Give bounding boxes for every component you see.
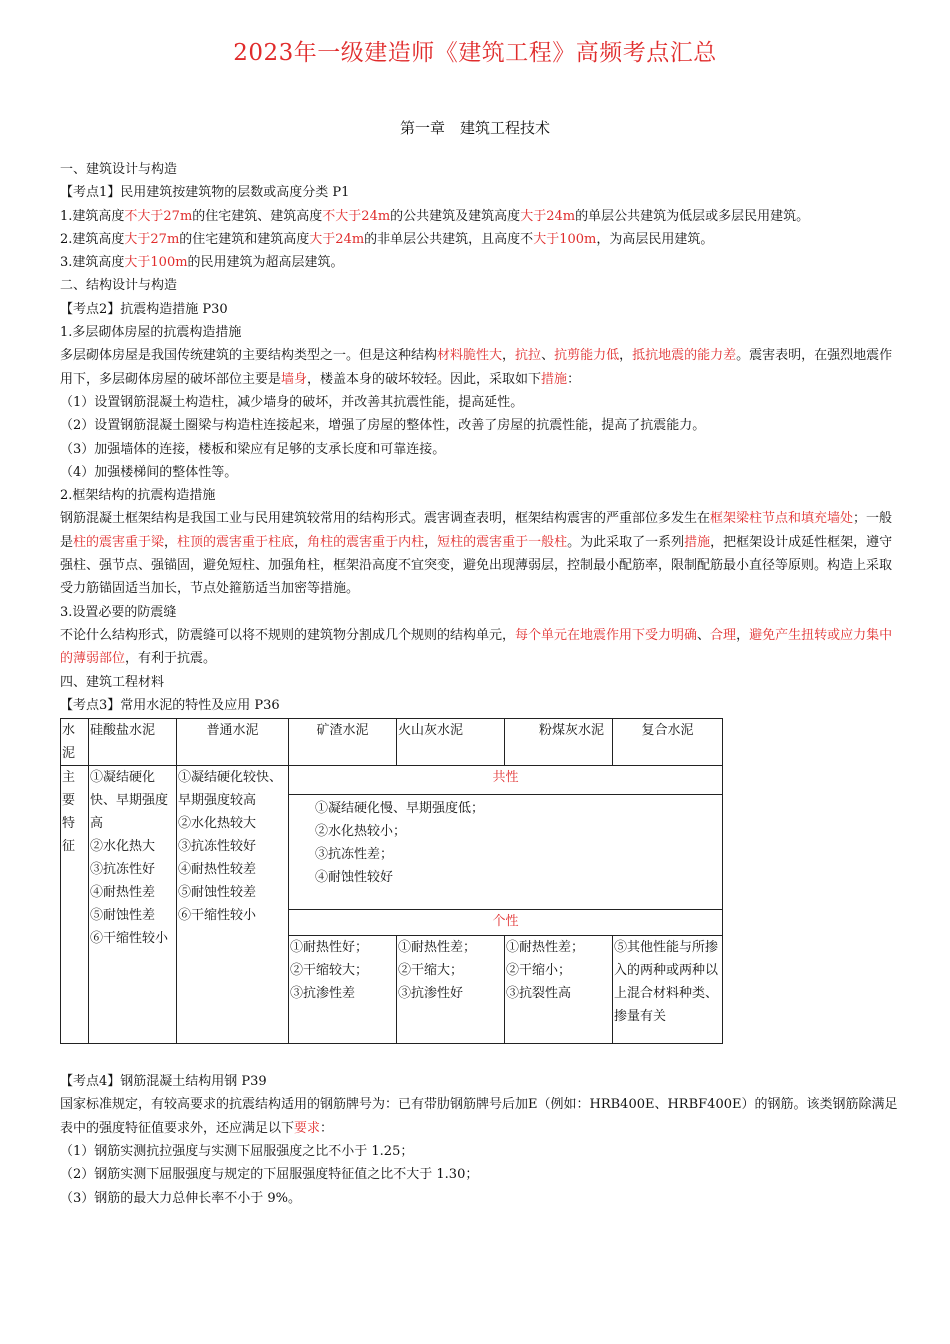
chapter-title: 第一章 建筑工程技术 [399,119,550,137]
paragraph: 3.建筑高度大于100m的民用建筑为超高层建筑。 [60,255,344,271]
cement-table [60,718,723,1044]
table-header-cell: 复合水泥 [613,719,723,766]
table-header-cell: 硅酸盐水泥 [89,719,177,766]
section-heading: 四、建筑工程材料 [60,674,165,690]
document-title: 2023年一级建造师《建筑工程》高频考点汇总 [233,40,717,66]
row-label-cell: 主要特征 [61,766,89,1044]
subheading: 2.框架结构的抗震构造措施 [60,488,216,504]
table-row [61,766,723,795]
paragraph: 多层砌体房屋是我国传统建筑的主要结构类型之一。但是这种结构材料脆性大，抗拉、抗剪能力低，抵抗地震的能力差。震害表明，在强烈地震作用下，多层砌体房屋的破坏部位主要是墙身，楼盖本身的破坏较轻。因此，采取如下措施： [60,348,893,387]
table-cell: ⑤其他性能与所掺入的两种或两种以上混合材料种类、掺量有关 [613,936,723,1044]
table-cell: ①凝结硬化快、早期强度高 ②水化热大 ③抗冻性好 ④耐热性差 ⑤耐蚀性差 ⑥干缩性较小 [89,766,177,1044]
paragraph: 2.建筑高度大于27m的住宅建筑和建筑高度大于24m的非单层公共建筑，且高度不大于100m，为高层民用建筑。 [60,231,714,247]
paragraph: 钢筋混凝土框架结构是我国工业与民用建筑较常用的结构形式。震害调查表明，框架结构震害的严重部位多发生在框架梁柱节点和填充墙处；一般是柱的震害重于梁，柱顶的震害重于柱底，角柱的震害重于内柱，短柱的震害重于一般柱。为此采取了一系列措施，把框架设计成延性框架，遵守强柱、强节点、强锚固，避免短柱、加强角柱，框架沿高度不宜突变，避免出现薄弱层，控制最小配筋率，限制配筋最小直径等原则。构造上采取受力筋锚固适当加长，节点处箍筋适当加密等措施。 [60,511,893,597]
list-item: （2）设置钢筋混凝土圈梁与构造柱连接起来，增强了房屋的整体性，改善了房屋的抗震性能，提高了抗震能力。 [60,418,706,434]
list-item: （2）钢筋实测下屈服强度与规定的下屈服强度特征值之比不大于 1.30； [60,1167,479,1183]
list-item: （3）加强墙体的连接，楼板和梁应有足够的支承长度和可靠连接。 [60,441,446,457]
key-point-title: 【考点1】民用建筑按建筑物的层数或高度分类 P1 [60,185,350,201]
table-cell: ①耐热性差； ②干缩小； ③抗裂性高 [505,936,613,1044]
paragraph: 1.建筑高度不大于27m的住宅建筑、建筑高度不大于24m的公共建筑及建筑高度大于24m的单层公共建筑为低层或多层民用建筑。 [60,208,810,224]
table-header-cell: 普通水泥 [177,719,289,766]
list-item: （4）加强楼梯间的整体性等。 [60,464,238,480]
table-header-cell: 火山灰水泥 [397,719,505,766]
paragraph: 国家标准规定，有较高要求的抗震结构适用的钢筋牌号为：已有带肋钢筋牌号后加E（例如：HRB400E、HRBF400E）的钢筋。该类钢筋除满足表中的强度特征值要求外，还应满足以下要求： [60,1097,898,1136]
table-header-cell: 矿渣水泥 [289,719,397,766]
section-heading: 一、建筑设计与构造 [60,162,178,177]
key-point-title: 【考点4】钢筋混凝土结构用钢 P39 [60,1074,267,1090]
paragraph: 不论什么结构形式，防震缝可以将不规则的建筑物分割成几个规则的结构单元，每个单元在地震作用下受力明确、合理，避免产生扭转或应力集中的薄弱部位，有利于抗震。 [60,627,893,667]
subheading: 3.设置必要的防震缝 [60,604,177,620]
section-heading: 二、结构设计与构造 [60,278,178,294]
list-item: （1）设置钢筋混凝土构造柱，减少墙身的破坏，并改善其抗震性能，提高延性。 [60,394,524,410]
table-header-cell: 水泥 [61,719,89,766]
key-point-title: 【考点3】常用水泥的特性及应用 P36 [60,697,280,713]
table-header-cell: 粉煤灰水泥 [505,719,613,766]
key-point-title: 【考点2】抗震构造措施 P30 [60,301,228,317]
subheading: 1.多层砌体房屋的抗震构造措施 [60,325,242,341]
individual-label-cell: 个性 [289,910,723,936]
list-item: （1）钢筋实测抗拉强度与实测下屈服强度之比不小于 1.25； [60,1144,414,1160]
common-traits-cell: ①凝结硬化慢、早期强度低； ②水化热较小； ③抗冻性差； ④耐蚀性较好 [289,795,723,910]
table-cell: ①凝结硬化较快、早期强度较高 ②水化热较大 ③抗冻性较好 ④耐热性较差 ⑤耐蚀性较差 ⑥干缩性较小 [177,766,289,1044]
table-cell: ①耐热性好； ②干缩较大； ③抗渗性差 [289,936,397,1044]
table-header-row [61,719,723,766]
list-item: （3）钢筋的最大力总伸长率不小于 9%。 [60,1190,302,1206]
common-label-cell: 共性 [289,766,723,795]
table-cell: ①耐热性差； ②干缩大； ③抗渗性好 [397,936,505,1044]
document-body [60,158,898,1210]
